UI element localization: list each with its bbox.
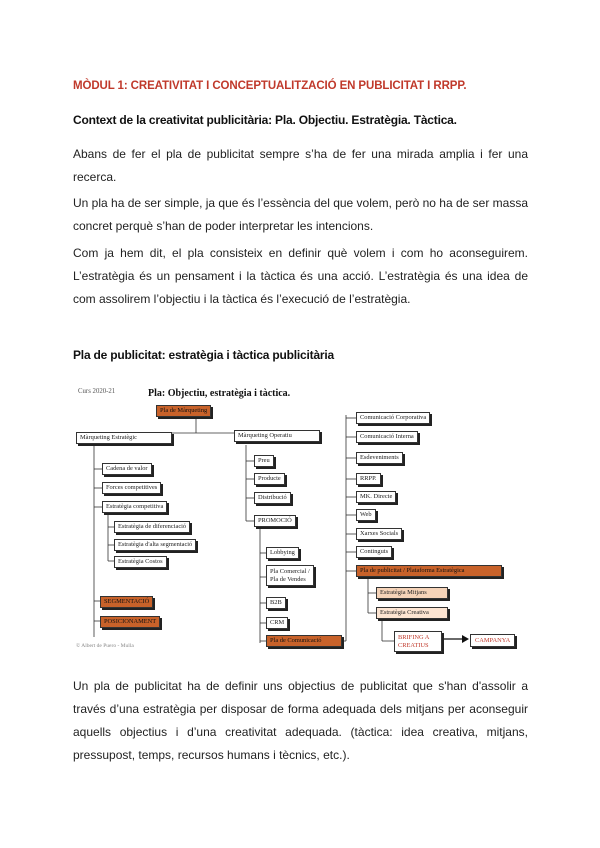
campaign-box: CAMPANYA (470, 634, 515, 647)
left-subitem-3: Estratègia Costos (114, 556, 167, 568)
promo-b2b: B2B (266, 597, 286, 609)
left-item-1: Cadena de valor (102, 463, 152, 475)
left-subitem-1: Estratègia de diferenciació (114, 521, 190, 533)
section-heading: Pla de publicitat: estratègia i tàctica publicitària (73, 348, 335, 362)
paragraph-2: Un pla ha de ser simple, ja que és l’essència del que volem, però no ha de ser massa concret perquè s’han de poder interpretar les intencions. (73, 196, 528, 233)
strategic-marketing: Màrqueting Estratègic (76, 432, 172, 444)
mid-item-distribution: Distribució (254, 492, 291, 504)
right-item-pr: RRPP. (356, 473, 381, 485)
briefing-box: BRIFING A CREATIUS (394, 631, 442, 652)
right-item-social: Xarxes Socials (356, 528, 402, 540)
diagram-credit: © Albert de Puero - Mulla (76, 643, 134, 649)
promo-crm: CRM (266, 617, 288, 629)
right-item-internal: Comunicació Interna (356, 431, 418, 443)
promo-lobbying: Lobbying (266, 547, 299, 559)
creative-strategy: Estratègia Creativa (376, 607, 448, 619)
promo-sales-plan: Pla Comercial / Pla de Vendes (266, 565, 314, 586)
paragraph-3: Com ja hem dit, el pla consisteix en definir què volem i com ho aconseguirem. L’estratègia és un pensament i la tàctica és una acció. L’estratègia és una idea de com assolirem l’objectiu i la tàctica és l’execució de l’estratègia. (73, 246, 528, 306)
positioning-box: POSICIONAMENT (100, 616, 160, 628)
left-item-3: Estratègia competitiva (102, 501, 167, 513)
root-marketing-plan: Pla de Màrqueting (156, 405, 211, 417)
context-subtitle: Context de la creativitat publicitària: Pla. Objectiu. Estratègia. Tàctica. (73, 113, 457, 127)
right-item-web: Web (356, 509, 376, 521)
diagram-title: Pla: Objectiu, estratègia i tàctica. (148, 388, 291, 399)
closing-paragraph: Un pla de publicitat ha de definir uns objectius de publicitat que s'han d'assolir a través d’una estratègia per disposar de forma adequada dels mitjans per aconseguir aquells objectius i d’una creativitat adequada. (tàctica: idea creativa, mitjans, pressupost, temps, recursos humans i tècnics, etc.). (73, 679, 528, 762)
left-subitem-2: Estratègia d'alta segmentació (114, 539, 196, 551)
mid-item-price: Preu (254, 455, 274, 467)
paragraph-1: Abans de fer el pla de publicitat sempre s’ha de fer una mirada amplia i fer una recerca. (73, 147, 528, 184)
segmentation-box: SEGMENTACIÓ (100, 596, 153, 608)
mid-item-promotion: PROMOCIÓ (254, 515, 296, 527)
advertising-plan: Pla de publicitat / Plataforma Estratègica (356, 565, 502, 577)
right-item-content: Continguts (356, 546, 392, 558)
right-item-events: Esdeveniments (356, 452, 403, 464)
right-item-direct: MK. Directe (356, 491, 396, 503)
plan-diagram (64, 375, 534, 660)
module-title: MÒDUL 1: CREATIVITAT I CONCEPTUALITZACIÓ EN PUBLICITAT I RRPP. (73, 80, 467, 92)
course-label: Curs 2020-21 (78, 388, 116, 395)
promo-communication-plan: Pla de Comunicació (266, 635, 342, 647)
media-strategy: Estratègia Mitjans (376, 587, 448, 599)
operational-marketing: Màrqueting Operatiu (234, 430, 320, 442)
left-item-2: Forces competitives (102, 482, 161, 494)
mid-item-product: Producte (254, 473, 285, 485)
right-item-corporate: Comunicació Corporativa (356, 412, 430, 424)
